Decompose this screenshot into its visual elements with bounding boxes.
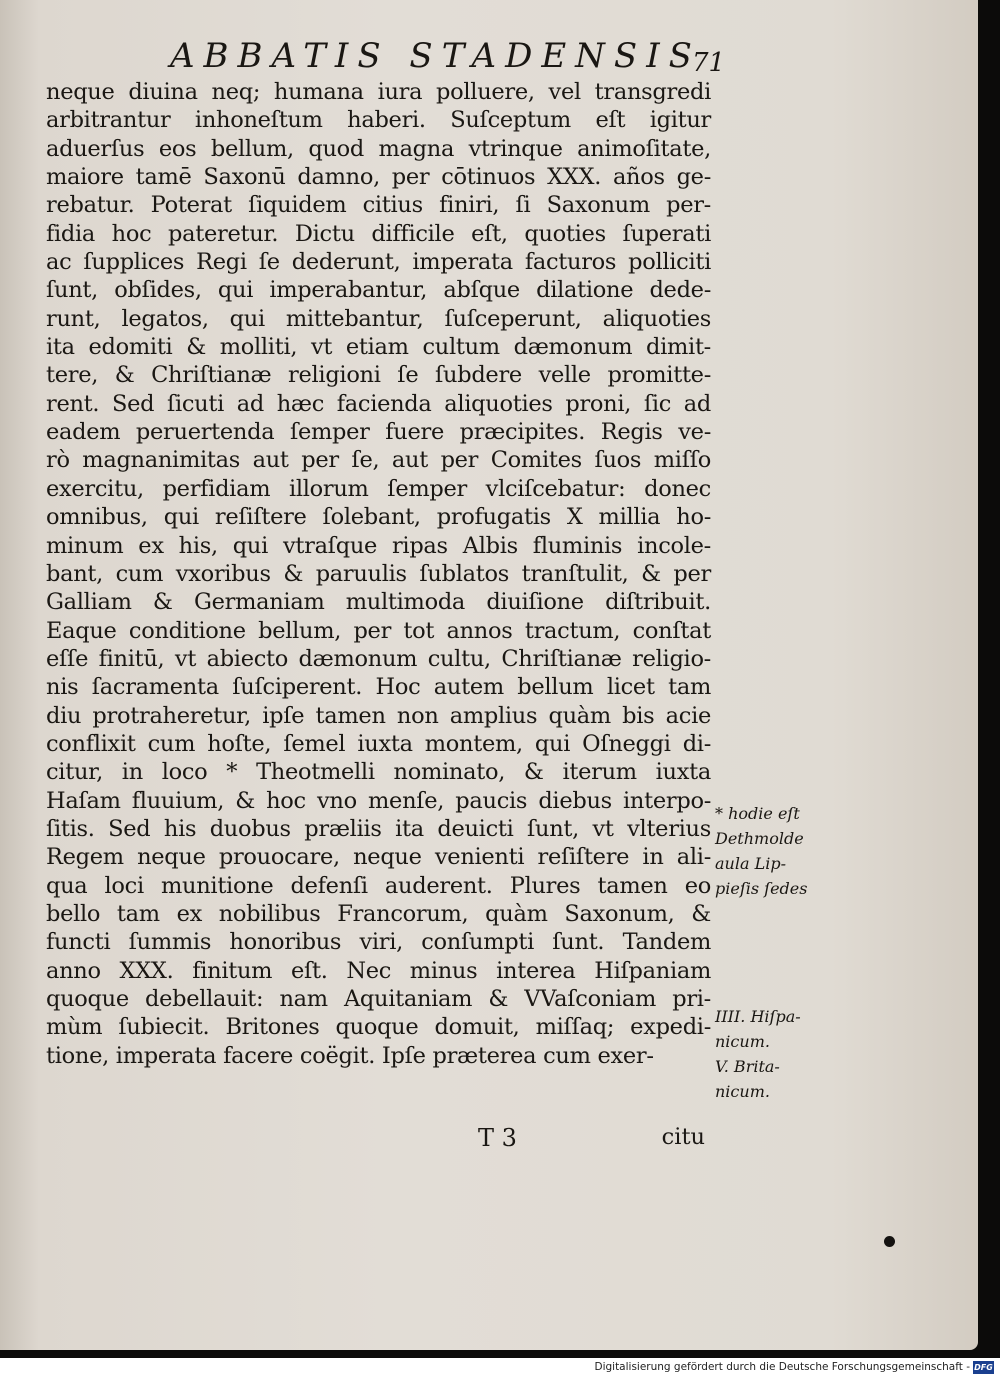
marginal-line: aula Lip-	[715, 854, 786, 873]
marginal-line: V. Brita-	[715, 1057, 780, 1076]
marginal-line: pieſis ſedes	[715, 879, 808, 898]
ink-dot	[884, 1236, 895, 1247]
text-line: ac ſupplices Regi ſe dederunt, imperata facturos polliciti	[46, 249, 711, 276]
body-text	[46, 78, 711, 1070]
text-line: minum ex his, qui vtraſque ripas Albis fluminis incole-	[46, 532, 711, 559]
text-line: Haſam fluuium, & hoc vno menſe, paucis diebus interpo-	[46, 787, 711, 814]
catchword: citu	[661, 1124, 705, 1150]
dfg-logo: DFG	[974, 1363, 993, 1372]
text-line: arbitrantur inhoneſtum haberi. Suſceptum eſt igitur	[46, 107, 711, 134]
page-number: 71	[692, 48, 726, 78]
signature-mark: T 3	[478, 1124, 517, 1152]
text-line: eſſe finitū, vt abiecto dæmonum cultu, Chriſtianæ religio-	[46, 645, 711, 672]
text-line: rebatur. Poterat ſiquidem citius finiri, ſi Saxonum per-	[46, 192, 711, 219]
text-line: rò magnanimitas aut per ſe, aut per Comites ſuos miſſo	[46, 447, 711, 474]
marginal-line: nicum.	[715, 1032, 770, 1051]
text-line: Galliam & Germaniam multimoda diuiſione diſtribuit.	[46, 589, 711, 616]
text-line: Eaque conditione bellum, per tot annos tractum, conſtat	[46, 617, 711, 644]
text-line: functi ſummis honoribus viri, conſumpti ſunt. Tandem	[46, 929, 711, 956]
text-line: anno XXX. finitum eſt. Nec minus interea Hiſpaniam	[46, 957, 711, 984]
text-line: ſunt, obſides, qui imperabantur, abſque dilatione dede-	[46, 277, 711, 304]
text-line: eadem peruertenda ſemper fuere præcipites. Regis ve-	[46, 419, 711, 446]
text-line: aduerſus eos bellum, quod magna vtrinque animoſitate,	[46, 135, 711, 162]
marginal-note-campaigns	[715, 1004, 835, 1104]
text-line: omnibus, qui reſiſtere ſolebant, profugatis X millia ho-	[46, 504, 711, 531]
text-line: fidia hoc pateretur. Dictu difficile eſt, quoties ſuperati	[46, 220, 711, 247]
text-line: exercitu, perfidiam illorum ſemper vlciſcebatur: donec	[46, 475, 711, 502]
marginal-line: Dethmolde	[715, 829, 804, 848]
page-footer	[46, 1124, 711, 1156]
marginal-note-dethmold	[715, 801, 835, 901]
running-title: ABBATIS STADENSIS	[170, 36, 701, 76]
text-line: ita edomiti & molliti, vt etiam cultum dæmonum dimit-	[46, 334, 711, 361]
text-line: neque diuina neq; humana iura polluere, vel transgredi	[46, 79, 711, 105]
marginal-line: IIII. Hiſpa-	[715, 1007, 801, 1026]
text-line: nis ſacramenta ſuſciperent. Hoc autem bellum licet tam	[46, 674, 711, 701]
text-line: qua loci munitione defenſi auderent. Plures tamen eo	[46, 872, 711, 899]
text-line: conflixit cum hoſte, ſemel iuxta montem, qui Oſneggi di-	[46, 730, 711, 757]
text-line: diu protraheretur, ipſe tamen non amplius quàm bis acie	[46, 702, 711, 729]
funding-credit: Digitalisierung gefördert durch die Deutsche Forschungsgemeinschaft -	[594, 1361, 970, 1373]
text-line: tione, imperata facere coëgit. Ipſe præterea cum exer-	[46, 1042, 654, 1069]
text-line: Regem neque prouocare, neque venienti reſiſtere in ali-	[46, 844, 711, 871]
credit-bar	[0, 1358, 1000, 1378]
text-line: bant, cum vxoribus & paruulis ſublatos tranſtulit, & per	[46, 560, 711, 587]
marginal-line: nicum.	[715, 1082, 770, 1101]
text-line: citur, in loco * Theotmelli nominato, & iterum iuxta	[46, 759, 711, 786]
text-line: quoque debellauit: nam Aquitaniam & VVaſconiam pri-	[46, 986, 711, 1012]
text-line: runt, legatos, qui mittebantur, ſuſceperunt, aliquoties	[46, 305, 711, 332]
text-line: rent. Sed ſicuti ad hæc facienda aliquoties proni, ſic ad	[46, 390, 711, 417]
text-line: ſitis. Sed his duobus præliis ita deuicti ſunt, vt vlterius	[46, 815, 711, 842]
text-line: maiore tamē Saxonū damno, per cōtinuos XXX. años ge-	[46, 164, 711, 191]
text-line: tere, & Chriſtianæ religioni ſe ſubdere velle promitte-	[46, 362, 711, 389]
text-line: mùm ſubiecit. Britones quoque domuit, miſſaq; expedi-	[46, 1014, 711, 1041]
text-line: bello tam ex nobilibus Francorum, quàm Saxonum, &	[46, 900, 711, 927]
marginal-line: * hodie eſt	[715, 804, 800, 823]
